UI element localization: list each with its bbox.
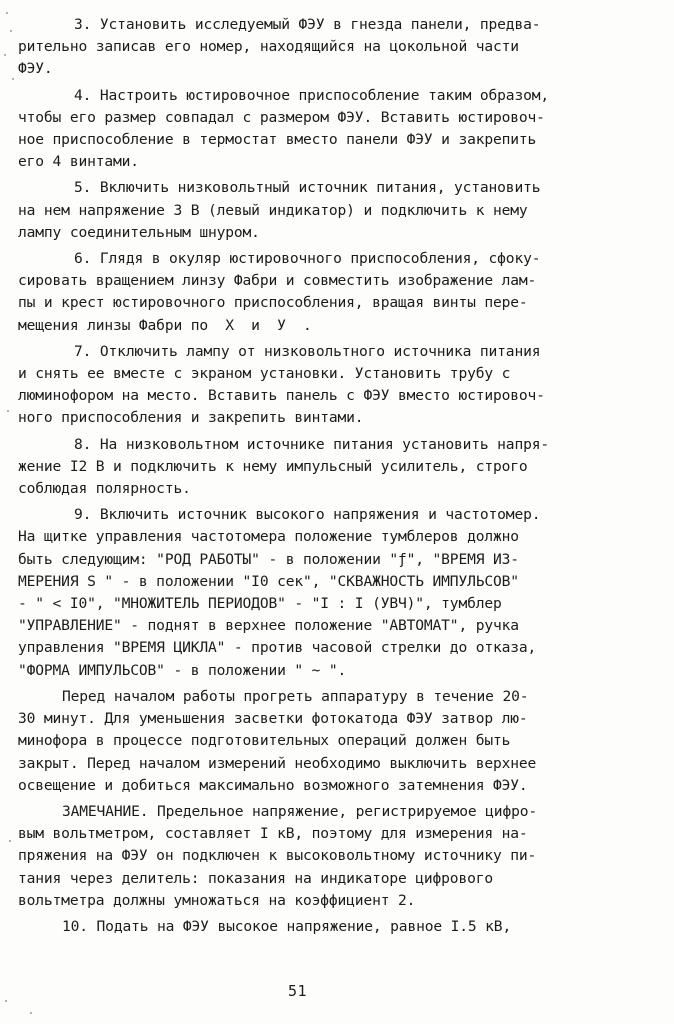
scan-speck <box>7 410 9 412</box>
text-line: МЕРЕНИЯ S " - в положении "I0 сек", "СКВАЖНОСТЬ ИМПУЛЬСОВ" <box>18 572 519 590</box>
text-line: минофора в процессе подготовительных операций должен быть <box>18 732 511 750</box>
text-line: лампу соединительным шнуром. <box>18 223 260 241</box>
text-line: пы и крест юстировочного приспособления, вращая винты пере- <box>18 294 528 312</box>
text-line: вым вольтметром, составляет I кВ, поэтому для измерения на- <box>18 825 528 843</box>
text-line: ФЭУ. <box>18 60 53 78</box>
paragraph-note <box>18 801 628 912</box>
text-line: пряжения на ФЭУ он подключен к высоковольтному источнику пи- <box>18 847 537 865</box>
paragraph-step-10 <box>18 916 628 938</box>
text-line: его 4 винтами. <box>18 153 139 171</box>
text-line: рительно записав его номер, находящийся на цокольной части <box>18 38 519 56</box>
paragraph-step-9 <box>18 504 628 682</box>
text-line: ЗАМЕЧАНИЕ. Предельное напряжение, регистрируемое цифро- <box>62 802 537 820</box>
text-line: 8. На низковольтном источнике питания установить напря- <box>74 435 549 453</box>
text-line: 4. Настроить юстировочное приспособление таким образом, <box>74 86 549 104</box>
text-line: соблюдая полярность. <box>18 480 191 498</box>
text-line: 9. Включить источник высокого напряжения и частотомер. <box>74 506 541 524</box>
text-line: ного приспособления и закрепить винтами. <box>18 409 364 427</box>
text-line: закрыт. Перед началом измерений необходимо выключить верхнее <box>18 754 537 772</box>
text-line: "УПРАВЛЕНИЕ" - поднят в верхнее положение "АВТОМАТ", ручка <box>18 617 519 635</box>
scan-speck <box>9 840 11 842</box>
scan-speck <box>10 30 12 32</box>
text-line: мещения линзы Фабри по Х и У . <box>18 316 312 334</box>
paragraph-warmup <box>18 686 628 797</box>
text-line: "ФОРМА ИМПУЛЬСОВ" - в положении " ∼ ". <box>18 661 347 679</box>
text-line: люминофором на место. Вставить панель с ФЭУ вместо юстировоч- <box>18 387 545 405</box>
text-line: - " < I0", "МНОЖИТЕЛЬ ПЕРИОДОВ" - "I : I (УВЧ)", тумблер <box>18 595 502 613</box>
text-line: и снять ее вместе с экраном установки. Установить трубу с <box>18 365 511 383</box>
text-line: 3. Установить исследуемый ФЭУ в гнезда панели, предва- <box>74 16 541 33</box>
text-line: ное приспособление в термостат вместо панели ФЭУ и закрепить <box>18 131 537 149</box>
text-line: вольтметра должны умножаться на коэффициент 2. <box>18 891 416 909</box>
text-line: Перед началом работы прогреть аппаратуру в течение 20- <box>62 687 529 705</box>
text-line: сировать вращением линзу Фабри и совместить изображение лам- <box>18 272 537 290</box>
scan-speck <box>30 1012 32 1014</box>
document-body <box>18 14 628 938</box>
paragraph-step-6 <box>18 248 628 337</box>
text-line: 5. Включить низковольтный источник питания, установить <box>74 179 541 197</box>
text-line: 30 минут. Для уменьшения засветки фотокатода ФЭУ затвор лю- <box>18 710 528 728</box>
text-line: тания через делитель: показания на индикаторе цифрового <box>18 869 493 887</box>
paragraph-step-4 <box>18 85 628 174</box>
text-line: На щитке управления частотомера положение тумблеров должно <box>18 528 519 546</box>
text-line: освещение и добиться максимально возможного затемнения ФЭУ. <box>18 776 528 794</box>
page-number: 51 <box>288 982 308 1000</box>
scan-speck <box>12 78 14 80</box>
scan-speck <box>4 54 6 56</box>
text-line: 6. Глядя в окуляр юстировочного приспособления, сфоку- <box>74 250 541 268</box>
text-line: жение I2 В и подключить к нему импульсный усилитель, строго <box>18 457 528 475</box>
text-line: быть следующим: "РОД РАБОТЫ" - в положении "ƒ", "ВРЕМЯ ИЗ- <box>18 550 519 568</box>
paragraph-step-5 <box>18 177 628 244</box>
scan-speck <box>6 12 8 14</box>
paragraph-step-7 <box>18 341 628 430</box>
paragraph-step-8 <box>18 434 628 501</box>
paragraph-step-3 <box>18 14 628 81</box>
text-line: 10. Подать на ФЭУ высокое напряжение, равное I.5 кВ, <box>62 917 512 935</box>
text-line: чтобы его размер совпадал с размером ФЭУ. Вставить юстировоч- <box>18 108 545 126</box>
text-line: на нем напряжение 3 В (левый индикатор) и подключить к нему <box>18 201 528 219</box>
scan-speck <box>5 1000 7 1002</box>
text-line: 7. Отключить лампу от низковольтного источника питания <box>74 342 541 360</box>
text-line: управления "ВРЕМЯ ЦИКЛА" - против часовой стрелки до отказа, <box>18 639 537 657</box>
